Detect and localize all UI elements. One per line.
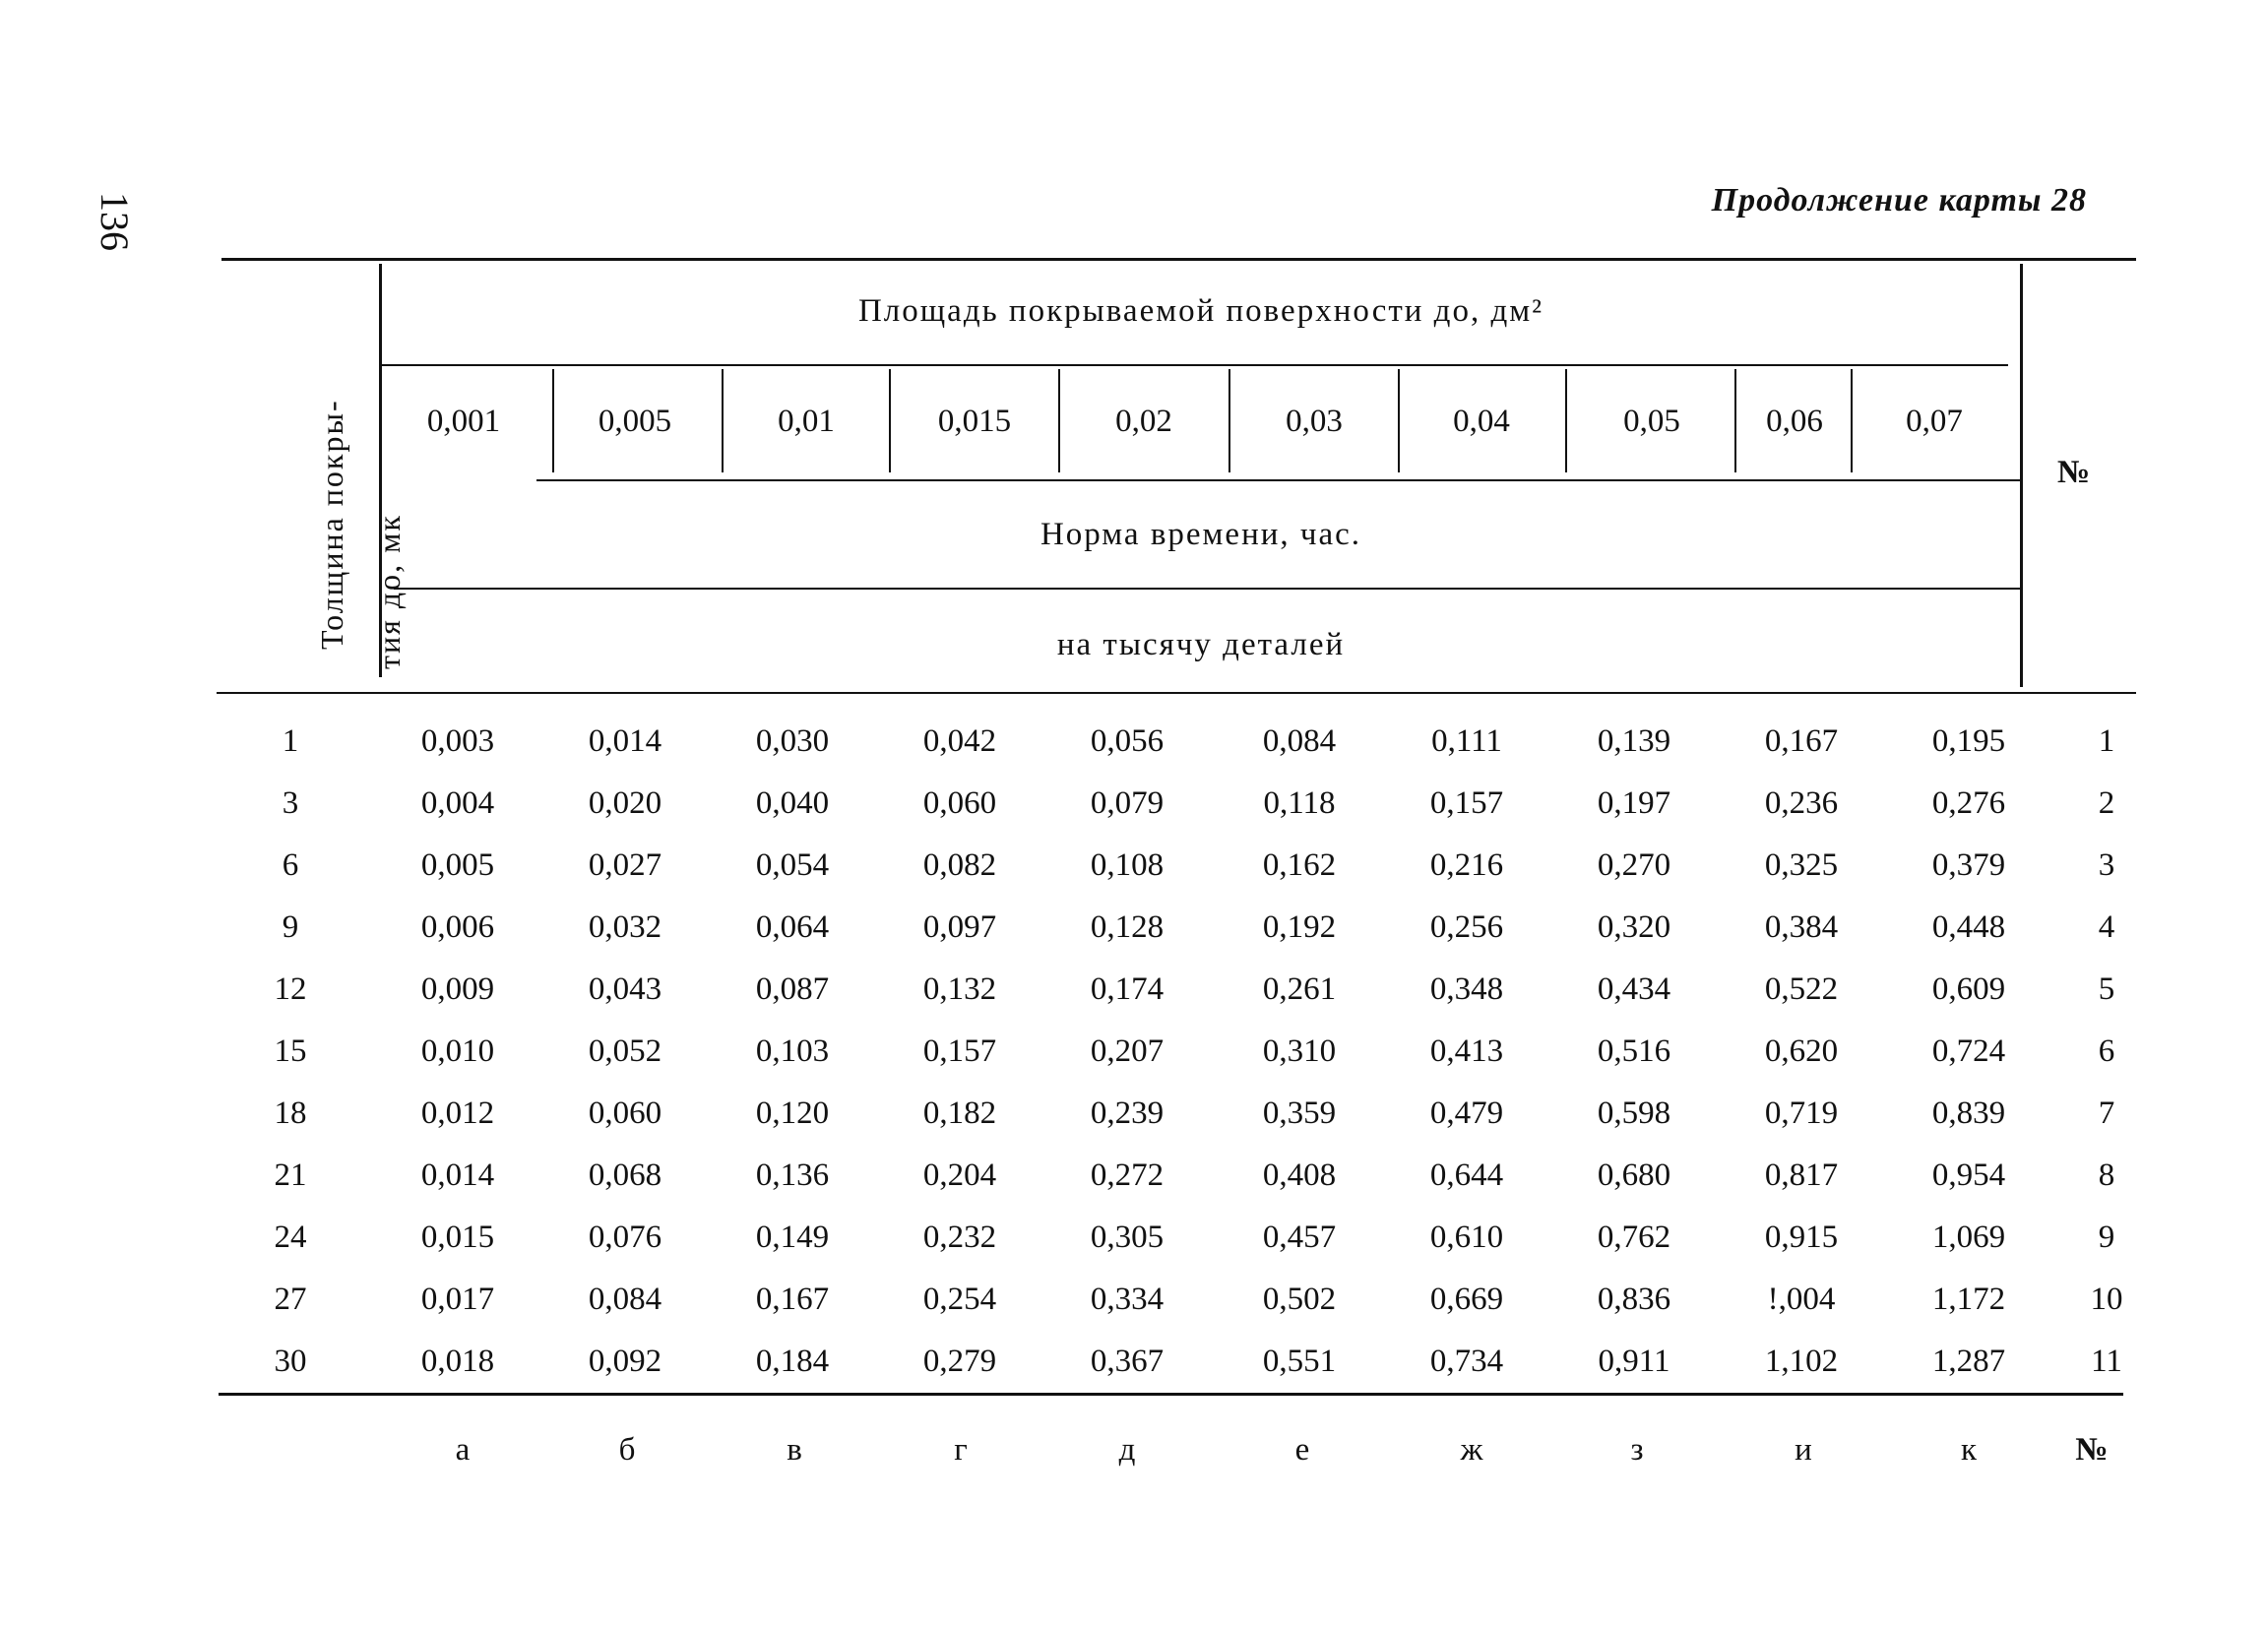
- time-norm-cell: 0,762: [1597, 1220, 1671, 1255]
- time-norm-cell: 0,087: [755, 971, 830, 1007]
- time-norm-cell: 0,017: [420, 1282, 495, 1317]
- area-value: 0,001: [426, 404, 501, 439]
- time-norm-cell: 0,272: [1090, 1158, 1165, 1193]
- row-number: 6: [2098, 1033, 2115, 1069]
- time-norm-cell: 0,020: [588, 785, 662, 821]
- time-norm-cell: 0,719: [1764, 1095, 1839, 1131]
- norm-rule: [394, 588, 2020, 590]
- time-norm-cell: 0,448: [1931, 909, 2006, 945]
- thickness-value: 24: [274, 1220, 307, 1255]
- time-norm-cell: 0,108: [1090, 847, 1165, 883]
- time-norm-cell: 0,359: [1262, 1095, 1337, 1131]
- table-top-rule: [221, 258, 2136, 261]
- time-norm-cell: 0,839: [1931, 1095, 2006, 1131]
- time-norm-cell: 0,014: [420, 1158, 495, 1193]
- time-norm-cell: 0,911: [1598, 1344, 1670, 1379]
- time-norm-cell: 0,320: [1597, 909, 1671, 945]
- row-number: 8: [2098, 1158, 2115, 1193]
- table-caption: Продолжение карты 28: [1711, 182, 2087, 219]
- time-norm-cell: 0,310: [1262, 1033, 1337, 1069]
- time-norm-cell: 0,012: [420, 1095, 495, 1131]
- time-norm-cell: 0,551: [1262, 1344, 1337, 1379]
- time-norm-cell: 0,027: [588, 847, 662, 883]
- time-norm-cell: 0,254: [922, 1282, 997, 1317]
- col-sep: [1851, 369, 1853, 472]
- time-norm-cell: 0,120: [755, 1095, 830, 1131]
- row-number: 4: [2098, 909, 2115, 945]
- time-norm-cell: 0,669: [1429, 1282, 1504, 1317]
- time-norm-cell: 0,092: [588, 1344, 662, 1379]
- time-norm-cell: 0,079: [1090, 785, 1165, 821]
- time-norm-cell: 0,056: [1090, 723, 1165, 759]
- time-norm-cell: 0,014: [588, 723, 662, 759]
- row-number: 9: [2098, 1220, 2115, 1255]
- time-norm-cell: 0,005: [420, 847, 495, 883]
- time-norm-cell: 1,102: [1764, 1344, 1839, 1379]
- column-letter: а: [455, 1432, 471, 1468]
- thickness-value: 27: [274, 1282, 307, 1317]
- column-letter: к: [1960, 1432, 1978, 1468]
- area-value: 0,015: [937, 404, 1012, 439]
- time-norm-cell: 0,111: [1431, 723, 1502, 759]
- time-norm-cell: 0,256: [1429, 909, 1504, 945]
- time-norm-cell: 0,261: [1262, 971, 1337, 1007]
- column-letter: ж: [1460, 1432, 1483, 1468]
- time-norm-cell: 0,043: [588, 971, 662, 1007]
- area-value: 0,02: [1115, 404, 1172, 439]
- thickness-value: 12: [274, 971, 307, 1007]
- row-number: 2: [2098, 785, 2115, 821]
- time-norm-cell: 0,817: [1764, 1158, 1839, 1193]
- time-norm-cell: 0,305: [1090, 1220, 1165, 1255]
- time-norm-cell: 0,522: [1764, 971, 1839, 1007]
- time-norm-cell: 0,232: [922, 1220, 997, 1255]
- time-norm-cell: 0,076: [588, 1220, 662, 1255]
- time-norm-cell: 0,516: [1597, 1033, 1671, 1069]
- time-norm-cell: 0,348: [1429, 971, 1504, 1007]
- time-norm-cell: 0,128: [1090, 909, 1165, 945]
- time-norm-cell: 0,239: [1090, 1095, 1165, 1131]
- area-value: 0,01: [778, 404, 835, 439]
- col-sep: [1058, 369, 1060, 472]
- thickness-value: 18: [274, 1095, 307, 1131]
- time-norm-cell: 0,236: [1764, 785, 1839, 821]
- time-norm-cell: 0,167: [1764, 723, 1839, 759]
- time-norm-cell: 0,064: [755, 909, 830, 945]
- time-norm-cell: 1,287: [1931, 1344, 2006, 1379]
- time-norm-cell: 0,097: [922, 909, 997, 945]
- time-norm-cell: 0,132: [922, 971, 997, 1007]
- time-norm-cell: 0,276: [1931, 785, 2006, 821]
- time-norm-cell: 1,069: [1931, 1220, 2006, 1255]
- time-norm-cell: 0,157: [922, 1033, 997, 1069]
- column-letter: е: [1294, 1432, 1310, 1468]
- thickness-value: 30: [274, 1344, 307, 1379]
- time-norm-cell: 0,174: [1090, 971, 1165, 1007]
- time-norm-cell: 0,384: [1764, 909, 1839, 945]
- thickness-value: 6: [282, 847, 299, 883]
- time-norm-cell: 0,197: [1597, 785, 1671, 821]
- time-norm-cell: 0,598: [1597, 1095, 1671, 1131]
- row-number: 11: [2091, 1344, 2122, 1379]
- time-norm-cell: 0,015: [420, 1220, 495, 1255]
- time-norm-cell: 0,149: [755, 1220, 830, 1255]
- area-value: 0,005: [598, 404, 672, 439]
- time-norm-cell: 0,054: [755, 847, 830, 883]
- time-norm-cell: 0,207: [1090, 1033, 1165, 1069]
- time-norm-cell: 0,334: [1090, 1282, 1165, 1317]
- time-norm-cell: 0,060: [588, 1095, 662, 1131]
- row-number-header: №: [2057, 455, 2091, 490]
- time-norm-cell: 0,434: [1597, 971, 1671, 1007]
- area-values-rule: [536, 479, 2023, 481]
- time-norm-cell: 0,139: [1597, 723, 1671, 759]
- time-norm-cell: 0,479: [1429, 1095, 1504, 1131]
- time-norm-cell: 0,004: [420, 785, 495, 821]
- time-norm-cell: 0,279: [922, 1344, 997, 1379]
- column-letter: б: [618, 1432, 636, 1468]
- time-norm-cell: 0,003: [420, 723, 495, 759]
- time-norm-cell: 0,060: [922, 785, 997, 821]
- col-sep: [552, 369, 554, 472]
- time-norm-cell: 0,609: [1931, 971, 2006, 1007]
- col-sep: [1565, 369, 1567, 472]
- time-norm-cell: 0,040: [755, 785, 830, 821]
- time-norm-cell: 1,172: [1931, 1282, 2006, 1317]
- area-header: Площадь покрываемой поверхности до, дм²: [857, 293, 1544, 329]
- column-letter: и: [1795, 1432, 1812, 1468]
- header-right-divider: [2020, 264, 2023, 687]
- area-header-rule: [379, 364, 2008, 366]
- time-norm-cell: 0,032: [588, 909, 662, 945]
- thickness-value: 15: [274, 1033, 307, 1069]
- time-norm-cell: 0,157: [1429, 785, 1504, 821]
- norm-header: Норма времени, час.: [1040, 517, 1362, 552]
- time-norm-cell: 0,216: [1429, 847, 1504, 883]
- time-norm-cell: 0,734: [1429, 1344, 1504, 1379]
- time-norm-cell: 0,644: [1429, 1158, 1504, 1193]
- time-norm-cell: 0,084: [1262, 723, 1337, 759]
- time-norm-cell: 0,457: [1262, 1220, 1337, 1255]
- time-norm-cell: 0,184: [755, 1344, 830, 1379]
- time-norm-cell: 0,192: [1262, 909, 1337, 945]
- time-norm-cell: 0,118: [1263, 785, 1336, 821]
- time-norm-cell: 0,136: [755, 1158, 830, 1193]
- area-value: 0,07: [1906, 404, 1963, 439]
- time-norm-cell: 0,068: [588, 1158, 662, 1193]
- thickness-value: 3: [282, 785, 299, 821]
- col-sep: [889, 369, 891, 472]
- time-norm-cell: 0,010: [420, 1033, 495, 1069]
- area-value: 0,05: [1623, 404, 1680, 439]
- time-norm-cell: 0,915: [1764, 1220, 1839, 1255]
- time-norm-cell: 0,204: [922, 1158, 997, 1193]
- time-norm-cell: 0,103: [755, 1033, 830, 1069]
- col-sep: [1398, 369, 1400, 472]
- time-norm-cell: 0,162: [1262, 847, 1337, 883]
- footer-number-label: №: [2075, 1432, 2109, 1468]
- time-norm-cell: 0,030: [755, 723, 830, 759]
- area-value: 0,06: [1766, 404, 1823, 439]
- time-norm-cell: !,004: [1767, 1282, 1836, 1317]
- row-number: 3: [2098, 847, 2115, 883]
- time-norm-cell: 0,610: [1429, 1220, 1504, 1255]
- time-norm-cell: 0,082: [922, 847, 997, 883]
- time-norm-cell: 0,052: [588, 1033, 662, 1069]
- column-letter: в: [787, 1432, 802, 1468]
- row-number: 10: [2090, 1282, 2123, 1317]
- thickness-header-text: Толщина покры- тия до, мк: [314, 399, 407, 669]
- time-norm-cell: 0,680: [1597, 1158, 1671, 1193]
- time-norm-cell: 0,325: [1764, 847, 1839, 883]
- time-norm-cell: 0,084: [588, 1282, 662, 1317]
- time-norm-cell: 0,270: [1597, 847, 1671, 883]
- header-bottom-rule: [217, 692, 2136, 694]
- area-value: 0,03: [1286, 404, 1343, 439]
- area-value: 0,04: [1453, 404, 1510, 439]
- column-letter: з: [1630, 1432, 1644, 1468]
- column-letter: г: [954, 1432, 968, 1468]
- time-norm-cell: 0,009: [420, 971, 495, 1007]
- table-bottom-rule: [219, 1393, 2123, 1396]
- time-norm-cell: 0,006: [420, 909, 495, 945]
- time-norm-cell: 0,408: [1262, 1158, 1337, 1193]
- time-norm-cell: 0,836: [1597, 1282, 1671, 1317]
- time-norm-cell: 0,502: [1262, 1282, 1337, 1317]
- time-norm-cell: 0,195: [1931, 723, 2006, 759]
- col-sep: [1228, 369, 1230, 472]
- col-sep: [722, 369, 724, 472]
- time-norm-cell: 0,018: [420, 1344, 495, 1379]
- thickness-value: 21: [274, 1158, 307, 1193]
- time-norm-cell: 0,620: [1764, 1033, 1839, 1069]
- thickness-value: 1: [282, 723, 299, 759]
- per-thousand-header: на тысячу деталей: [1056, 627, 1346, 662]
- thickness-value: 9: [282, 909, 299, 945]
- time-norm-cell: 0,167: [755, 1282, 830, 1317]
- time-norm-cell: 0,367: [1090, 1344, 1165, 1379]
- column-letter: д: [1118, 1432, 1136, 1468]
- row-number: 7: [2098, 1095, 2115, 1131]
- time-norm-cell: 0,413: [1429, 1033, 1504, 1069]
- time-norm-cell: 0,724: [1931, 1033, 2006, 1069]
- time-norm-cell: 0,042: [922, 723, 997, 759]
- row-number: 1: [2098, 723, 2115, 759]
- time-norm-cell: 0,954: [1931, 1158, 2006, 1193]
- time-norm-cell: 0,182: [922, 1095, 997, 1131]
- row-number: 5: [2098, 971, 2115, 1007]
- col-sep: [1734, 369, 1736, 472]
- page-number: 136: [93, 192, 137, 251]
- time-norm-cell: 0,379: [1931, 847, 2006, 883]
